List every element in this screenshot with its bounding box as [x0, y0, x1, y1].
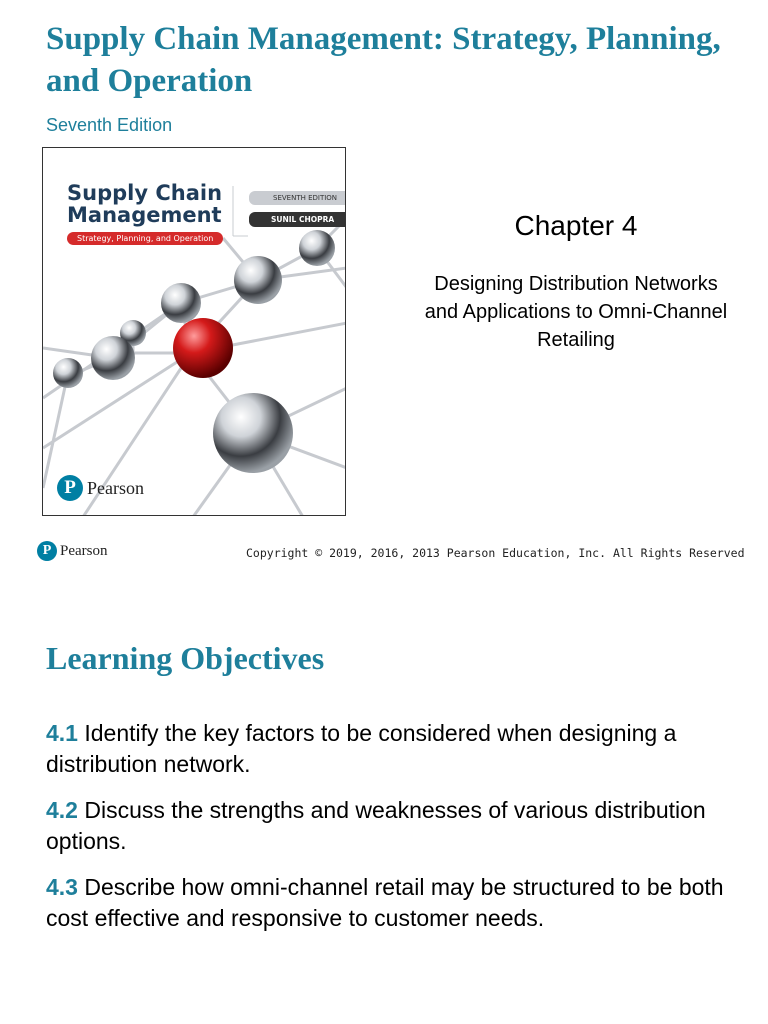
edition-label: Seventh Edition — [46, 115, 173, 135]
pearson-logo-icon: P — [57, 475, 83, 501]
chapter-description: Designing Distribution Networks and Applications to Omni-Channel Retailing — [424, 273, 728, 351]
objective-item — [46, 718, 736, 780]
copyright-notice: Copyright © 2019, 2016, 2013 Pearson Education, Inc. All Rights Reserved — [246, 546, 745, 560]
objective-number: 4.1 — [46, 720, 78, 746]
slide-title: Learning Objectives — [46, 640, 325, 676]
cover-publisher: Pearson — [87, 477, 144, 498]
objective-item — [46, 872, 736, 934]
objective-number: 4.3 — [46, 874, 78, 900]
pearson-logo-icon: P — [37, 541, 57, 561]
footer-publisher: Pearson — [60, 542, 108, 559]
cover-edition-badge: SEVENTH EDITION — [249, 191, 346, 205]
cover-author-badge: SUNIL CHOPRA — [249, 212, 346, 227]
objective-number: 4.2 — [46, 797, 78, 823]
cover-title: Supply Chain Management — [67, 181, 223, 227]
cover-pearson-logo — [57, 475, 144, 501]
slide-title: Supply Chain Management: Strategy, Planning, and Operation — [46, 21, 721, 99]
footer-pearson-logo — [37, 541, 108, 561]
objective-item — [46, 795, 736, 857]
objective-text: Describe how omni-channel retail may be structured to be both cost effective and responsive to customer needs. — [46, 874, 724, 931]
chapter-number: Chapter 4 — [514, 210, 638, 241]
cover-subtitle: Strategy, Planning, and Operation — [67, 232, 223, 245]
objective-text: Discuss the strengths and weaknesses of various distribution options. — [46, 797, 706, 854]
objective-text: Identify the key factors to be considered when designing a distribution network. — [46, 720, 677, 777]
book-cover — [42, 147, 346, 516]
learning-objectives-slide — [0, 598, 768, 1024]
